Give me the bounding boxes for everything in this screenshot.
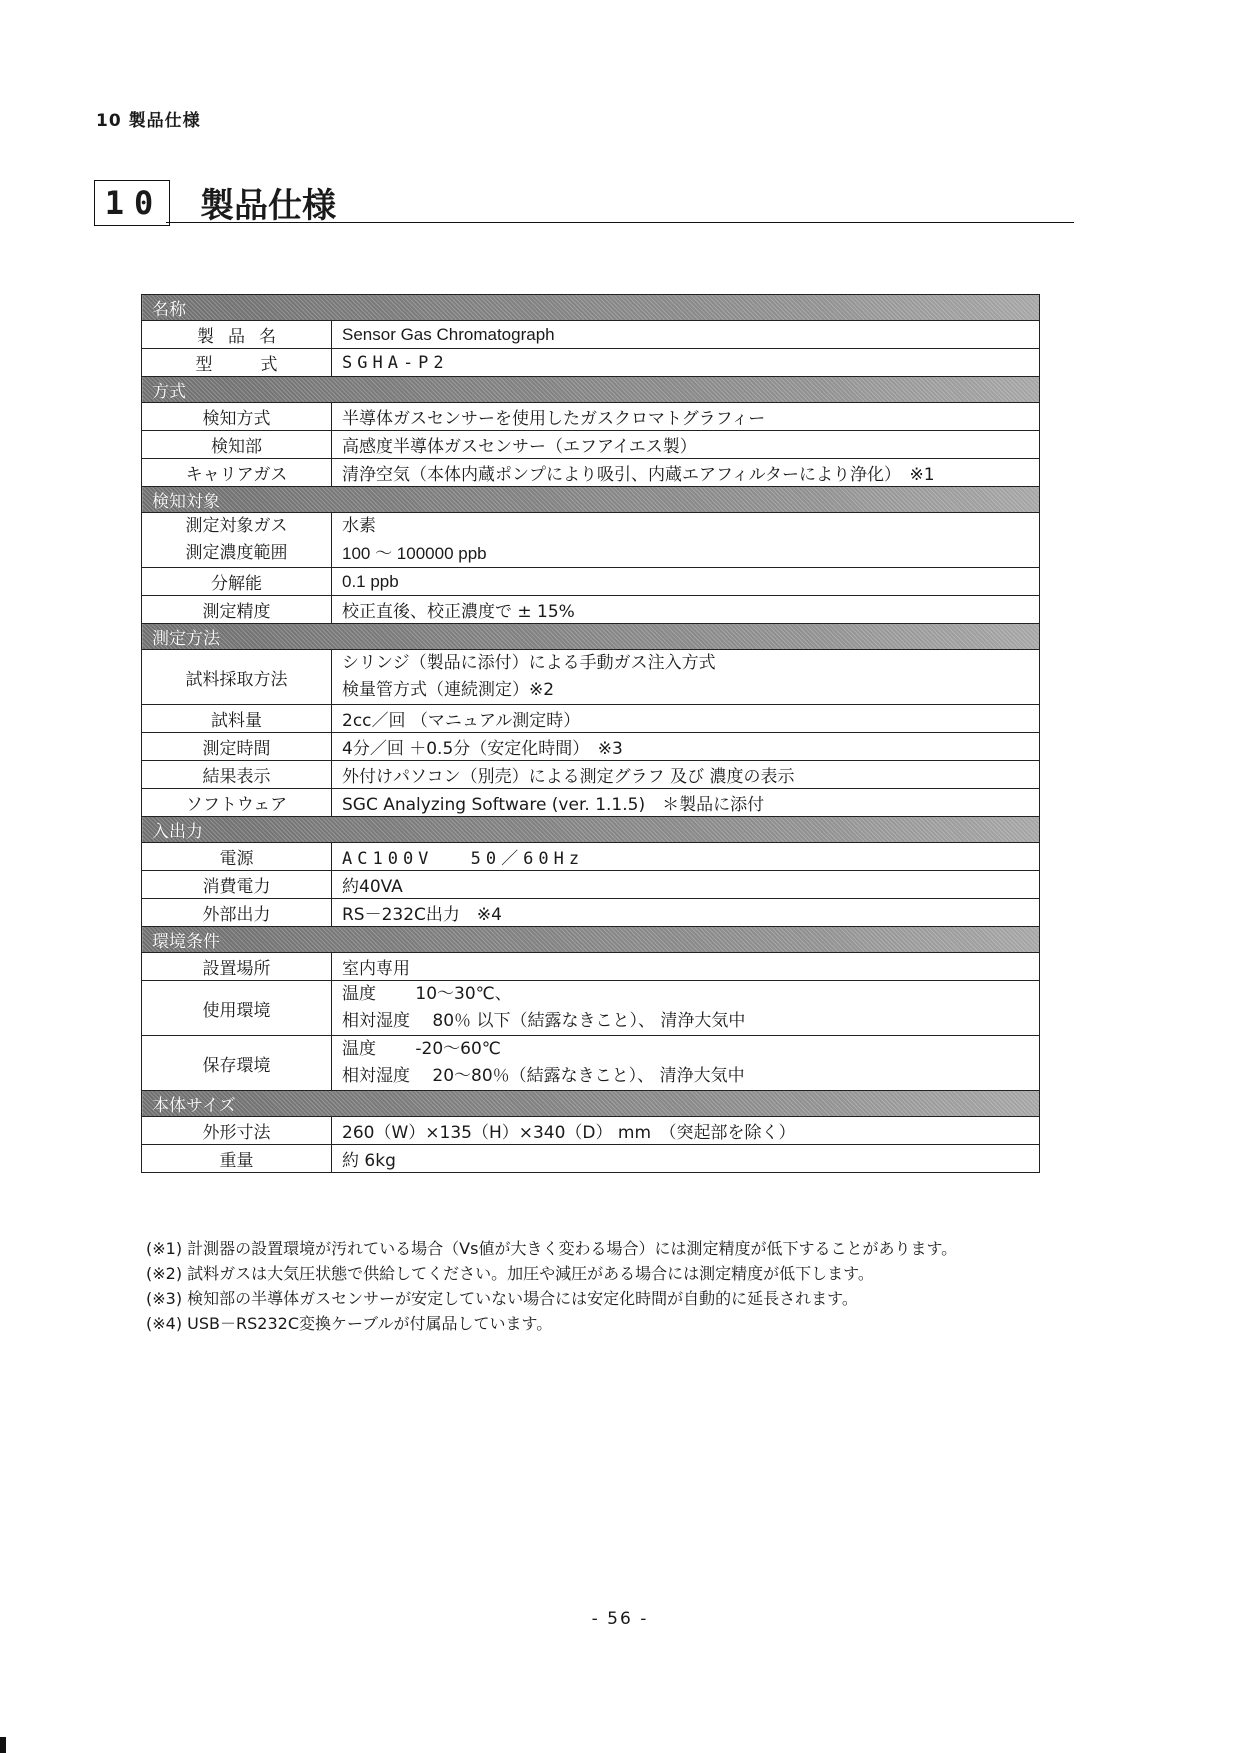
section-header <box>142 927 1040 953</box>
section-title: 環境条件 <box>142 927 1040 953</box>
spec-value: 4分／回 ＋0.5分（安定化時間） ※3 <box>332 733 1040 761</box>
page-number: - 56 - <box>591 1609 649 1629</box>
spec-row <box>142 899 1040 927</box>
footnotes <box>146 1236 957 1336</box>
spec-label: 外部出力 <box>142 899 332 927</box>
spec-label: 検知部 <box>142 431 332 459</box>
spec-row <box>142 349 1040 377</box>
spec-label: 試料採取方法 <box>142 650 332 705</box>
footnote: (※1) 計測器の設置環境が汚れている場合（Vs値が大きく変わる場合）には測定精度が低下することがあります。 <box>146 1239 958 1258</box>
spec-label: 製品名 <box>142 321 332 349</box>
spec-row <box>142 981 1040 1036</box>
spec-value: 0.1 ppb <box>332 568 1040 596</box>
spec-value <box>332 1036 1040 1091</box>
spec-label-line: 測定濃度範囲 <box>185 543 288 563</box>
spec-label: 消費電力 <box>142 871 332 899</box>
spec-row <box>142 761 1040 789</box>
spec-label: 重量 <box>142 1145 332 1173</box>
spec-row <box>142 1145 1040 1173</box>
spec-row <box>142 733 1040 761</box>
spec-value: 外付けパソコン（別売）による測定グラフ 及び 濃度の表示 <box>332 761 1040 789</box>
spec-label: 検知方式 <box>142 403 332 431</box>
spec-row <box>142 321 1040 349</box>
chapter-number: 10 <box>94 180 170 226</box>
spec-row <box>142 871 1040 899</box>
footnote: (※4) USB－RS232C変換ケーブルが付属品しています。 <box>146 1314 553 1333</box>
spec-value <box>332 981 1040 1036</box>
spec-label-line: 測定対象ガス <box>185 516 288 536</box>
spec-row <box>142 1117 1040 1145</box>
spec-value: 室内専用 <box>332 953 1040 981</box>
spec-label: 結果表示 <box>142 761 332 789</box>
spec-value <box>332 650 1040 705</box>
footnote: (※3) 検知部の半導体ガスセンサーが安定していない場合には安定化時間が自動的に延長されます。 <box>146 1289 858 1308</box>
section-title: 入出力 <box>142 817 1040 843</box>
spec-value-line: 温度 10～30℃、 <box>342 984 512 1004</box>
spec-label: 保存環境 <box>142 1036 332 1091</box>
section-title: 測定方法 <box>142 624 1040 650</box>
spec-label: 測定時間 <box>142 733 332 761</box>
spec-row <box>142 650 1040 705</box>
spec-value-line: 検量管方式（連続測定）※2 <box>342 680 555 700</box>
chapter-underline <box>166 222 1074 223</box>
spec-value-line: シリンジ（製品に添付）による手動ガス注入方式 <box>342 653 716 673</box>
chapter-title: 製品仕様 <box>200 186 336 226</box>
section-header <box>142 817 1040 843</box>
spec-value: 約40VA <box>332 871 1040 899</box>
spec-value-line: 相対湿度 80％ 以下（結露なきこと）、 清浄大気中 <box>342 1011 746 1031</box>
spec-row <box>142 596 1040 624</box>
spec-label: 測定精度 <box>142 596 332 624</box>
spec-row <box>142 953 1040 981</box>
spec-value: Sensor Gas Chromatograph <box>332 321 1040 349</box>
scan-edge-mark <box>0 1737 6 1753</box>
spec-row <box>142 568 1040 596</box>
spec-row <box>142 403 1040 431</box>
spec-label: 電源 <box>142 843 332 871</box>
spec-value: 約 6kg <box>332 1145 1040 1173</box>
chapter-heading <box>94 180 1074 226</box>
spec-label: 分解能 <box>142 568 332 596</box>
spec-row <box>142 789 1040 817</box>
spec-row <box>142 843 1040 871</box>
section-title: 本体サイズ <box>142 1091 1040 1117</box>
spec-label: 使用環境 <box>142 981 332 1036</box>
spec-label: 試料量 <box>142 705 332 733</box>
section-header <box>142 1091 1040 1117</box>
spec-label: ソフトウェア <box>142 789 332 817</box>
section-header <box>142 377 1040 403</box>
spec-value-line: 100 ～ 100000 ppb <box>342 544 487 563</box>
spec-value: 260（W）×135（H）×340（D） mm （突起部を除く） <box>332 1117 1040 1145</box>
spec-label <box>142 513 332 568</box>
spec-row <box>142 1036 1040 1091</box>
spec-value: AC100V 50／60Hz <box>332 843 1040 871</box>
spec-row <box>142 431 1040 459</box>
section-title: 検知対象 <box>142 487 1040 513</box>
spec-value-line: 相対湿度 20～80％（結露なきこと）、 清浄大気中 <box>342 1066 745 1086</box>
spec-row <box>142 705 1040 733</box>
spec-row <box>142 459 1040 487</box>
spec-value-line: 温度 -20～60℃ <box>342 1039 501 1059</box>
spec-value: 2cc／回 （マニュアル測定時） <box>332 705 1040 733</box>
section-title: 名称 <box>142 295 1040 321</box>
spec-row <box>142 513 1040 568</box>
section-header <box>142 624 1040 650</box>
spec-value: 清浄空気（本体内蔵ポンプにより吸引、内蔵エアフィルターにより浄化） ※1 <box>332 459 1040 487</box>
section-header <box>142 295 1040 321</box>
spec-value: 校正直後、校正濃度で ± 15% <box>332 596 1040 624</box>
spec-label: 外形寸法 <box>142 1117 332 1145</box>
spec-value: 半導体ガスセンサーを使用したガスクロマトグラフィー <box>332 403 1040 431</box>
spec-table <box>141 294 1040 1173</box>
spec-value-line: 水素 <box>342 516 376 536</box>
spec-label: 設置場所 <box>142 953 332 981</box>
section-title: 方式 <box>142 377 1040 403</box>
spec-value: SGHA-P2 <box>332 349 1040 377</box>
spec-value: RS－232C出力 ※4 <box>332 899 1040 927</box>
spec-value: 高感度半導体ガスセンサー（エフアイエス製） <box>332 431 1040 459</box>
spec-label: 型式 <box>142 349 332 377</box>
running-head: 10 製品仕様 <box>96 111 201 131</box>
footnote: (※2) 試料ガスは大気圧状態で供給してください。加圧や減圧がある場合には測定精度が低下します。 <box>146 1264 874 1283</box>
spec-value: SGC Analyzing Software (ver. 1.1.5) ＊製品に添付 <box>332 789 1040 817</box>
spec-value <box>332 513 1040 568</box>
section-header <box>142 487 1040 513</box>
spec-label: キャリアガス <box>142 459 332 487</box>
